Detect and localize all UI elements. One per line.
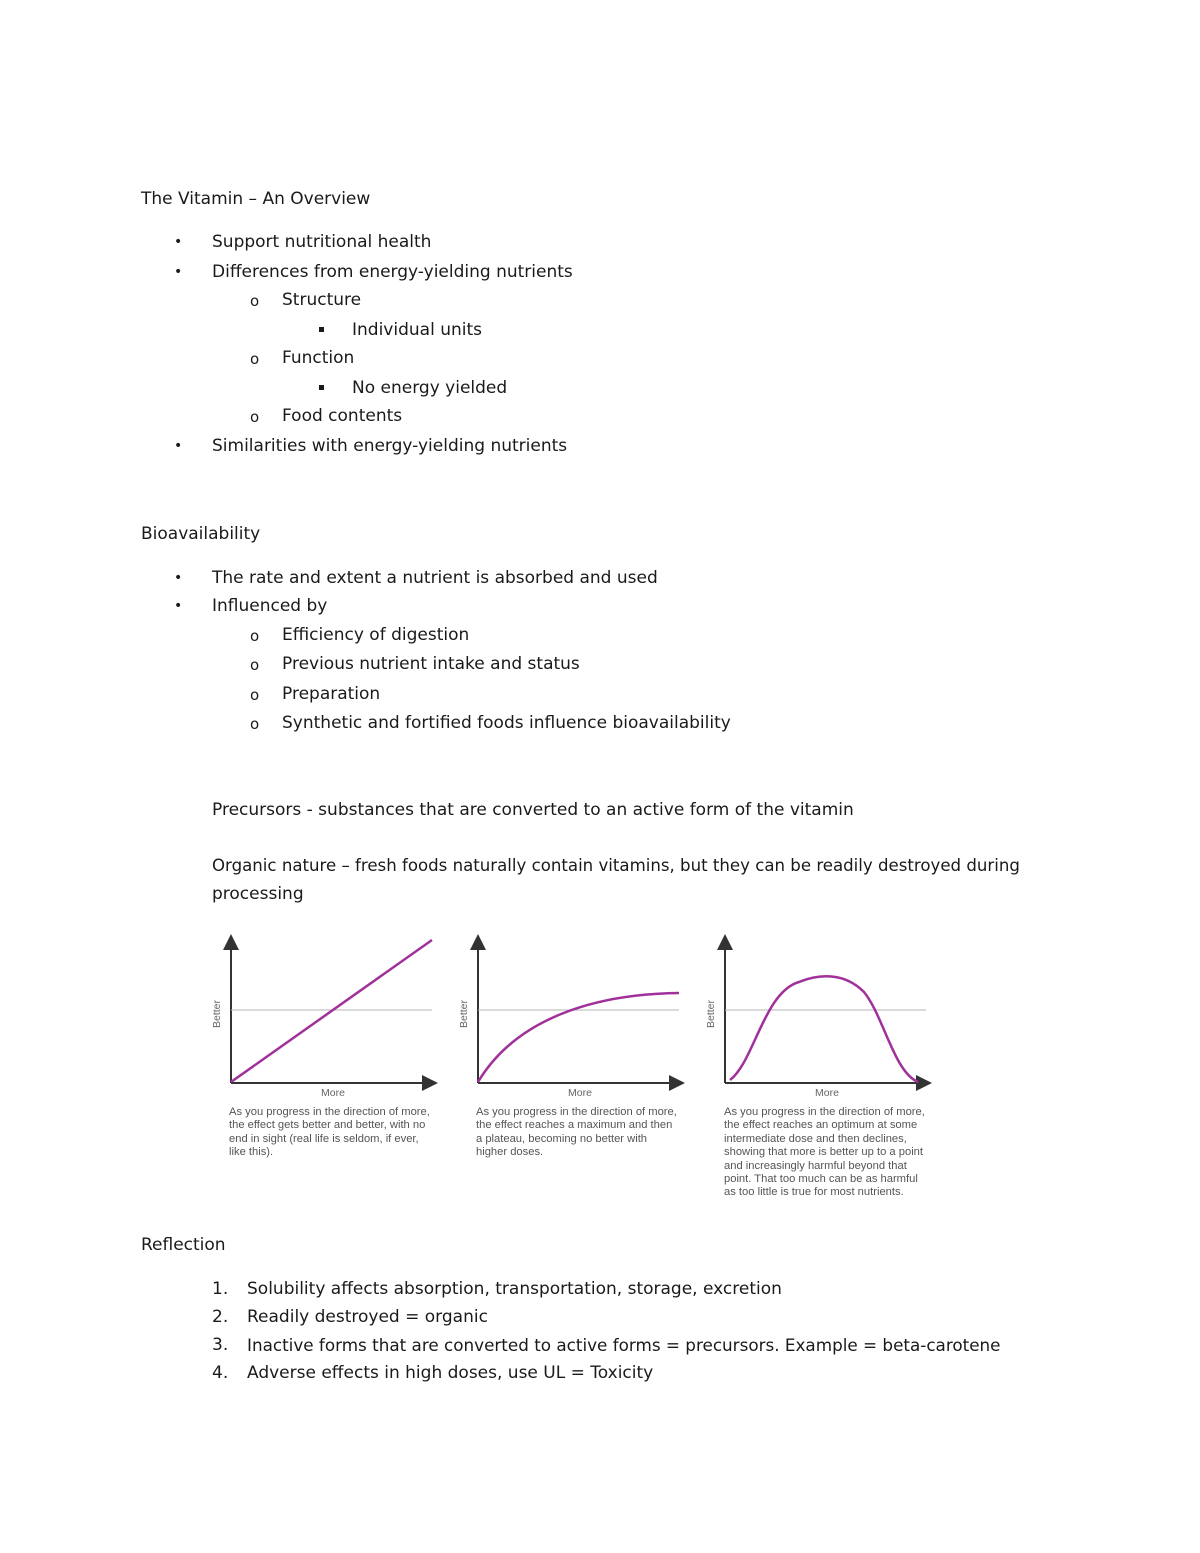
list-item: Support nutritional health [212,232,432,252]
square-marker [319,327,324,332]
list-item: Preparation [282,684,381,704]
list-item: The rate and extent a nutrient is absorbed and used [212,568,658,588]
y-axis-label: Better [705,999,717,1029]
list-item: Similarities with energy-yielding nutrients [212,436,568,456]
ring-marker: o [250,627,260,645]
list-item: Structure [282,290,362,310]
bullet-marker: • [174,264,183,280]
y-axis-label: Better [458,999,470,1029]
list-item: Food contents [282,406,403,426]
y-axis-label: Better [211,999,223,1029]
list-number: 2. [212,1307,229,1327]
response-curve [231,940,432,1082]
list-number: 4. [212,1363,229,1383]
bullet-marker: • [174,438,183,454]
chart-caption-plateau: As you progress in the direction of more, the effect reaches a maximum and then a plateau, becoming no better with higher doses. [476,1106,677,1159]
list-item: Previous nutrient intake and status [282,654,580,674]
dose-response-chart-linear [200,932,440,1097]
list-item: No energy yielded [352,378,508,398]
ring-marker: o [250,350,260,368]
section-heading-reflection: Reflection [141,1235,226,1255]
section-heading-bioavailability: Bioavailability [141,524,261,544]
chart-caption-optimum: As you progress in the direction of more, the effect reaches an optimum at some intermediate dose and then declines, showing that more is better up to a point and increasingly harmful beyond that point. That too much can be as harmful as too little is true for most nutrients. [724,1106,925,1199]
list-item: Efficiency of digestion [282,625,470,645]
square-marker [319,385,324,390]
response-curve [730,976,918,1082]
ring-marker: o [250,292,260,310]
reflection-item: Readily destroyed = organic [247,1307,488,1327]
reflection-item: Solubility affects absorption, transportation, storage, excretion [247,1279,782,1299]
response-curve [478,993,679,1082]
bullet-marker: • [174,570,183,586]
list-item: Individual units [352,320,482,340]
dose-response-chart-plateau [447,932,687,1097]
bullet-marker: • [174,598,183,614]
ring-marker: o [250,656,260,674]
list-item: Function [282,348,355,368]
bullet-marker: • [174,234,183,250]
list-item: Differences from energy-yielding nutrients [212,262,573,282]
x-axis-label: More [815,1087,839,1097]
ring-marker: o [250,686,260,704]
chart-caption-linear: As you progress in the direction of more, the effect gets better and better, with no end in sight (real life is seldom, if ever, like this). [229,1106,430,1159]
x-axis-label: More [568,1087,592,1097]
section-heading-vitamin-overview: The Vitamin – An Overview [141,189,371,209]
x-axis-label: More [321,1087,345,1097]
reflection-item: Adverse effects in high doses, use UL = Toxicity [247,1363,654,1383]
precursors-definition: Precursors - substances that are converted to an active form of the vitamin [212,800,854,820]
organic-nature-line-1: Organic nature – fresh foods naturally contain vitamins, but they can be readily destroyed during [212,856,1020,875]
ring-marker: o [250,715,260,733]
list-item: Influenced by [212,596,328,616]
list-item: Synthetic and fortified foods influence bioavailability [282,713,731,733]
organic-nature-line-2: processing [212,884,304,904]
list-number: 1. [212,1279,229,1299]
reflection-item: Inactive forms that are converted to active forms = precursors. Example = beta-carotene [247,1335,1001,1355]
list-number: 3. [212,1335,229,1355]
ring-marker: o [250,408,260,426]
dose-response-chart-optimum [694,932,934,1097]
